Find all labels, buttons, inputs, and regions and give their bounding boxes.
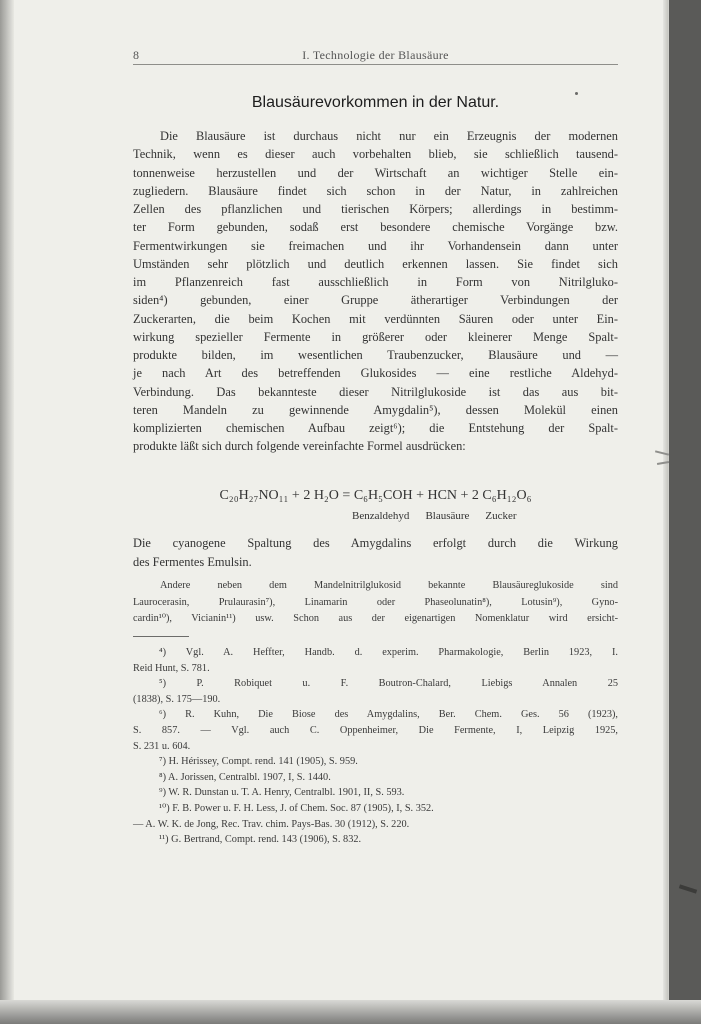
text-line: komplizierten chemischen Aufbau zeigt⁶); die Entstehung der Spalt- <box>133 421 618 435</box>
text-line: produkte bilden, im wesentlichen Traubenzucker, Blausäure und — <box>133 348 618 362</box>
text-line: Umständen sehr plötzlich und deutlich erkennen lassen. Sie findet sich <box>133 256 618 271</box>
chemical-formula: C₂₀H₂₇NO₁₁ + 2 H₂O = C₆H₅COH + HCN + 2 C₆H₁₂O₆ <box>219 488 532 503</box>
footnote-line: — A. W. K. de Jong, Rec. Trav. chim. Pays-Bas. 30 (1912), S. 220. <box>133 818 410 830</box>
text-line: des Fermentes Emulsin. <box>133 554 252 569</box>
footnote-line: S. 231 u. 604. <box>133 740 191 752</box>
text-line: zugliedern. Blausäure findet sich schon in der Natur, in zahlreichen <box>133 183 618 198</box>
section-title: Blausäurevorkommen in der Natur. <box>251 94 500 111</box>
text-line: Verbindung. Das bekannteste dieser Nitrilglukoside ist das aus bit- <box>133 384 618 399</box>
text-line: cardin¹⁰), Vicianin¹¹) usw. Schon aus der eigenartigen Nomenklatur wird ersicht- <box>133 613 618 624</box>
text-line: Zellen des pflanzlichen und tierischen Körpers; allerdings in bestimm- <box>133 202 618 216</box>
text-line: produkte läßt sich durch folgende vereinfachte Formel ausdrücken: <box>133 439 466 454</box>
formula-label: Zucker <box>485 510 517 522</box>
text-line: Die Blausäure ist durchaus nicht nur ein Erzeugnis der modernen <box>160 129 618 143</box>
running-head-title: I. Technologie der Blausäure <box>302 48 449 62</box>
text-line: ter Form gebunden, sodaß erst besondere chemische Vorgänge bzw. <box>133 220 618 235</box>
margin-mark <box>679 884 697 893</box>
text-line: Andere neben dem Mandelnitrilglukosid bekannte Blausäureglukoside sind <box>160 580 618 591</box>
footnote-line: ⁹) W. R. Dunstan u. T. A. Henry, Centralbl. 1901, II, S. 593. <box>159 787 405 799</box>
body-paragraph <box>133 127 618 456</box>
small-print-paragraph <box>133 578 618 628</box>
text-line: Fermentwirkungen sie freimachen und ihr Vorhandensein dann unter <box>133 238 618 253</box>
running-head <box>133 44 618 65</box>
text-line: teren Mandeln zu gewinnende Amygdalin⁵), dessen Molekül einen <box>133 402 618 417</box>
footnote-line: ⁴) Vgl. A. Heffter, Handb. d. experim. Pharmakologie, Berlin 1923, I. <box>159 647 618 658</box>
formula-labels <box>352 510 533 522</box>
formula-label: Benzaldehyd <box>352 510 410 522</box>
footnotes <box>133 645 618 848</box>
second-paragraph <box>133 534 618 571</box>
text-line: Laurocerasin, Prulaurasin⁷), Linamarin oder Phaseolunatin⁸), Lotusin⁹), Gyno- <box>133 596 618 608</box>
text-line: je nach Art des betreffenden Glukosides — eine restliche Aldehyd- <box>133 366 618 381</box>
footnote-line: ⁵) P. Robiquet u. F. Boutron-Chalard, Liebigs Annalen 25 <box>159 678 618 690</box>
footnote-line: S. 857. — Vgl. auch C. Oppenheimer, Die Fermente, I, Leipzig 1925, <box>133 724 618 736</box>
text-line: tonnenweise herzustellen und der Wirtschaft an wichtiger Stelle ein- <box>133 165 618 180</box>
text-line: Zuckerarten, die beim Kochen mit verdünnten Säuren oder unter Ein- <box>133 311 618 326</box>
text-line: im Pflanzenreich fast ausschließlich in Form von Nitrilgluko- <box>133 275 618 289</box>
text-line: siden⁴) gebunden, einer Gruppe ätherartiger Verbindungen der <box>133 293 618 308</box>
footnote-line: ⁶) R. Kuhn, Die Biose des Amygdalins, Ber. Chem. Ges. 56 (1923), <box>159 709 618 721</box>
footnote-line: ¹⁰) F. B. Power u. F. H. Less, J. of Chem. Soc. 87 (1905), I, S. 352. <box>159 802 434 814</box>
page-number: 8 <box>133 48 139 62</box>
text-line: wirkung spezieller Fermente in größerer oder kleinerer Menge Spalt- <box>133 329 618 344</box>
footnote-line: (1838), S. 175—190. <box>133 693 221 705</box>
footnote-line: Reid Hunt, S. 781. <box>133 662 210 674</box>
footnote-line: ⁸) A. Jorissen, Centralbl. 1907, I, S. 1440. <box>159 771 331 783</box>
text-line: Die cyanogene Spaltung des Amygdalins erfolgt durch die Wirkung <box>133 536 618 550</box>
footnote-line: ⁷) H. Hérissey, Compt. rend. 141 (1905), S. 959. <box>159 756 358 768</box>
margin-mark <box>575 92 578 95</box>
text-line: Technik, wenn es dieser auch vorbehalten blieb, sie schließlich tausend- <box>133 147 618 162</box>
page-bottom-edge <box>0 1000 701 1024</box>
footnote-rule <box>133 636 189 637</box>
footnote-line: ¹¹) G. Bertrand, Compt. rend. 143 (1906), S. 832. <box>159 834 362 846</box>
formula-label: Blausäure <box>425 510 470 522</box>
